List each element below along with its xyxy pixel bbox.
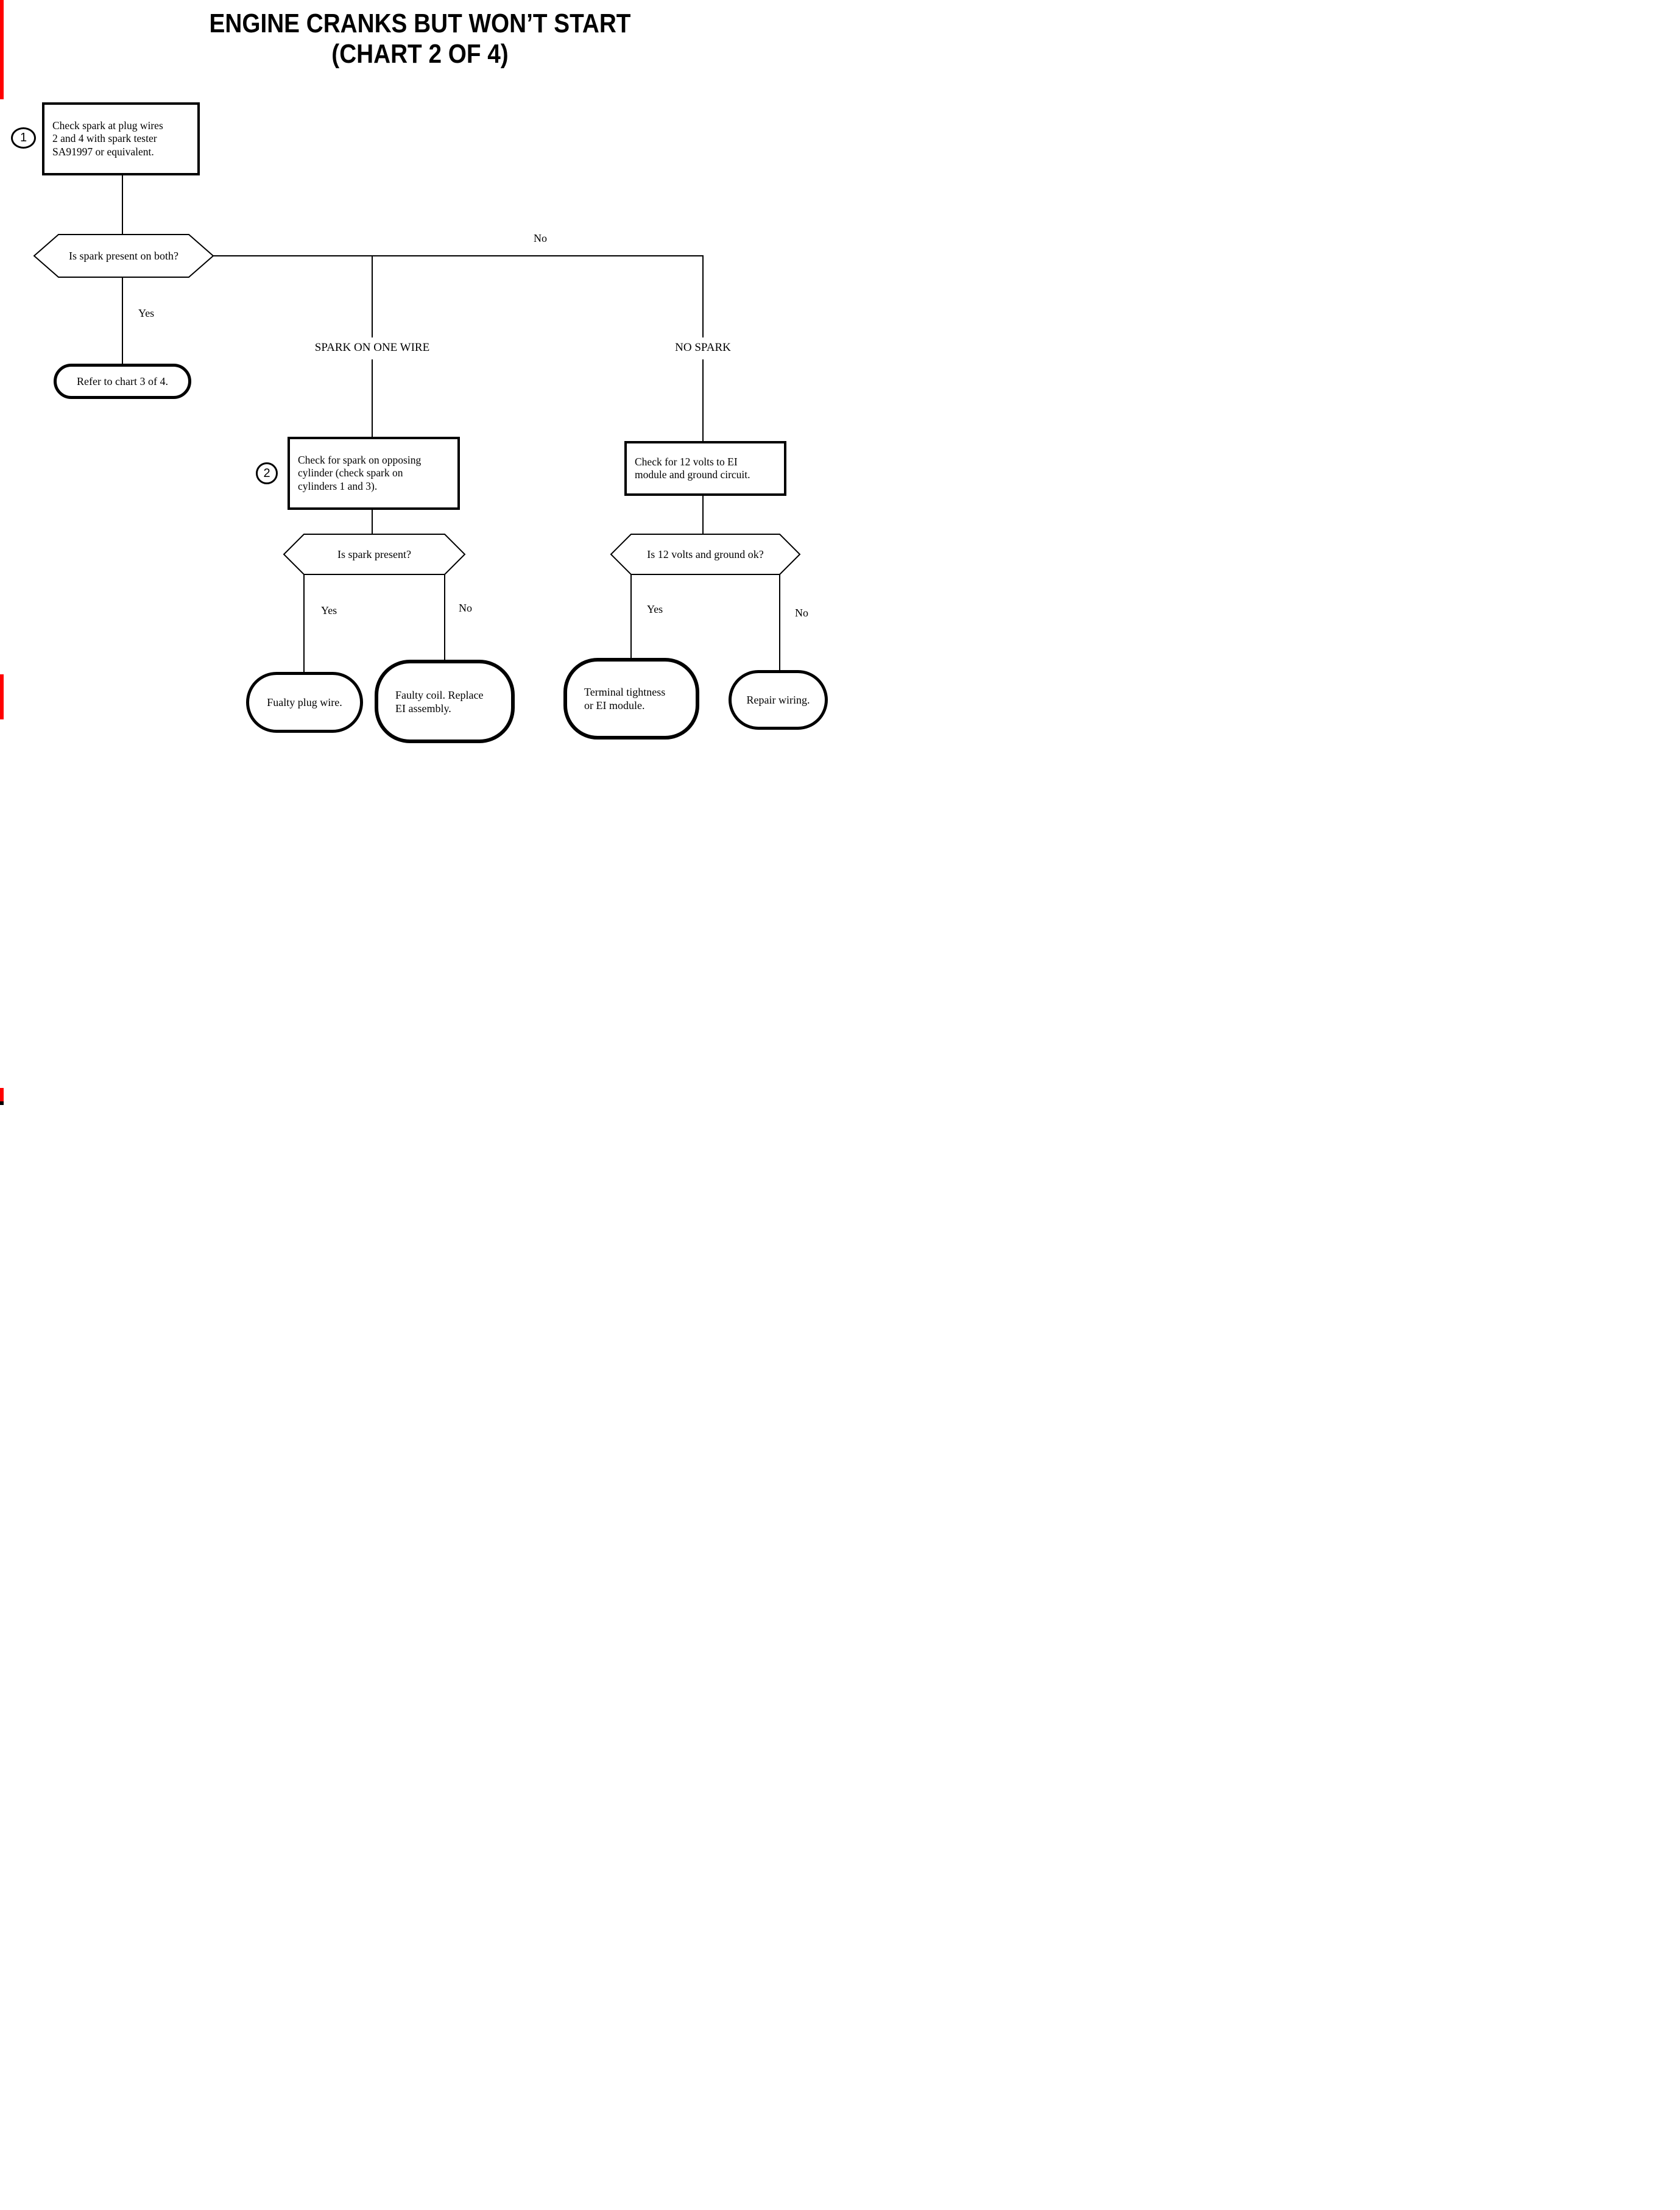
- step-1-marker: [11, 127, 36, 149]
- terminal-faulty-coil-line1: Faulty coil. Replace: [395, 688, 484, 701]
- process-check-spark-line3: SA91997 or equivalent.: [52, 145, 154, 158]
- decision1-yes-label: Yes: [138, 307, 155, 319]
- decision-is-spark-present-on-both: Is spark present on both?: [69, 249, 178, 262]
- terminal-faulty-plug-wire: [246, 672, 363, 733]
- terminal-repair-wiring-text: Repair wiring.: [746, 694, 810, 706]
- section-label-spark-on-one-wire: SPARK ON ONE WIRE: [314, 341, 430, 354]
- terminal-refer-to-chart-text: Refer to chart 3 of 4.: [77, 375, 168, 387]
- step-2-number: 2: [263, 466, 270, 480]
- process-check-12-volts-line1: Check for 12 volts to EI: [635, 455, 738, 468]
- scan-artifact-red-top: [0, 0, 4, 99]
- process-check-12-volts: [624, 441, 786, 496]
- decision3-yes-label: Yes: [647, 603, 663, 615]
- terminal-repair-wiring: [729, 670, 828, 730]
- terminal-faulty-plug-wire-text: Fualty plug wire.: [267, 696, 342, 708]
- scan-artifact-red-middle: [0, 674, 4, 719]
- step-1-number: 1: [19, 131, 27, 144]
- scan-artifact-red-bottom: [0, 1088, 4, 1101]
- process-check-spark-line2: 2 and 4 with spark tester: [52, 132, 157, 145]
- decision-is-12-volts-ground-ok: Is 12 volts and ground ok?: [647, 548, 764, 560]
- page-title: [0, 9, 840, 69]
- terminal-terminal-tightness: [563, 658, 699, 740]
- scan-artifact-black-dot: [0, 1101, 4, 1105]
- process-check-opposing-line3: cylinders 1 and 3).: [298, 479, 378, 492]
- section-label-no-spark: NO SPARK: [675, 341, 731, 354]
- process-check-opposing-line2: cylinder (check spark on: [298, 467, 403, 479]
- process-check-spark-line1: Check spark at plug wires: [52, 119, 163, 132]
- flowchart-page: [0, 0, 840, 1105]
- decision2-no-label: No: [459, 602, 472, 614]
- page-title-line1: ENGINE CRANKS BUT WON’T START: [209, 9, 631, 38]
- process-check-12-volts-line2: module and ground circuit.: [635, 468, 750, 481]
- terminal-terminal-tightness-line2: or EI module.: [584, 699, 645, 711]
- terminal-terminal-tightness-line1: Terminal tightness: [584, 686, 666, 698]
- terminal-faulty-coil-line2: EI assembly.: [395, 702, 451, 715]
- terminal-refer-to-chart: [54, 364, 191, 399]
- page-title-line2: (CHART 2 OF 4): [331, 39, 509, 69]
- process-check-spark-plug-wires: [42, 102, 200, 175]
- step-2-marker: [256, 462, 278, 484]
- process-check-spark-opposing: [288, 437, 460, 510]
- decision3-no-label: No: [795, 607, 808, 619]
- process-check-opposing-line1: Check for spark on opposing: [298, 453, 422, 466]
- decision1-no-label: No: [534, 232, 547, 244]
- decision-is-spark-present: Is spark present?: [337, 548, 411, 560]
- terminal-faulty-coil: [375, 660, 515, 743]
- decision2-yes-label: Yes: [321, 604, 337, 616]
